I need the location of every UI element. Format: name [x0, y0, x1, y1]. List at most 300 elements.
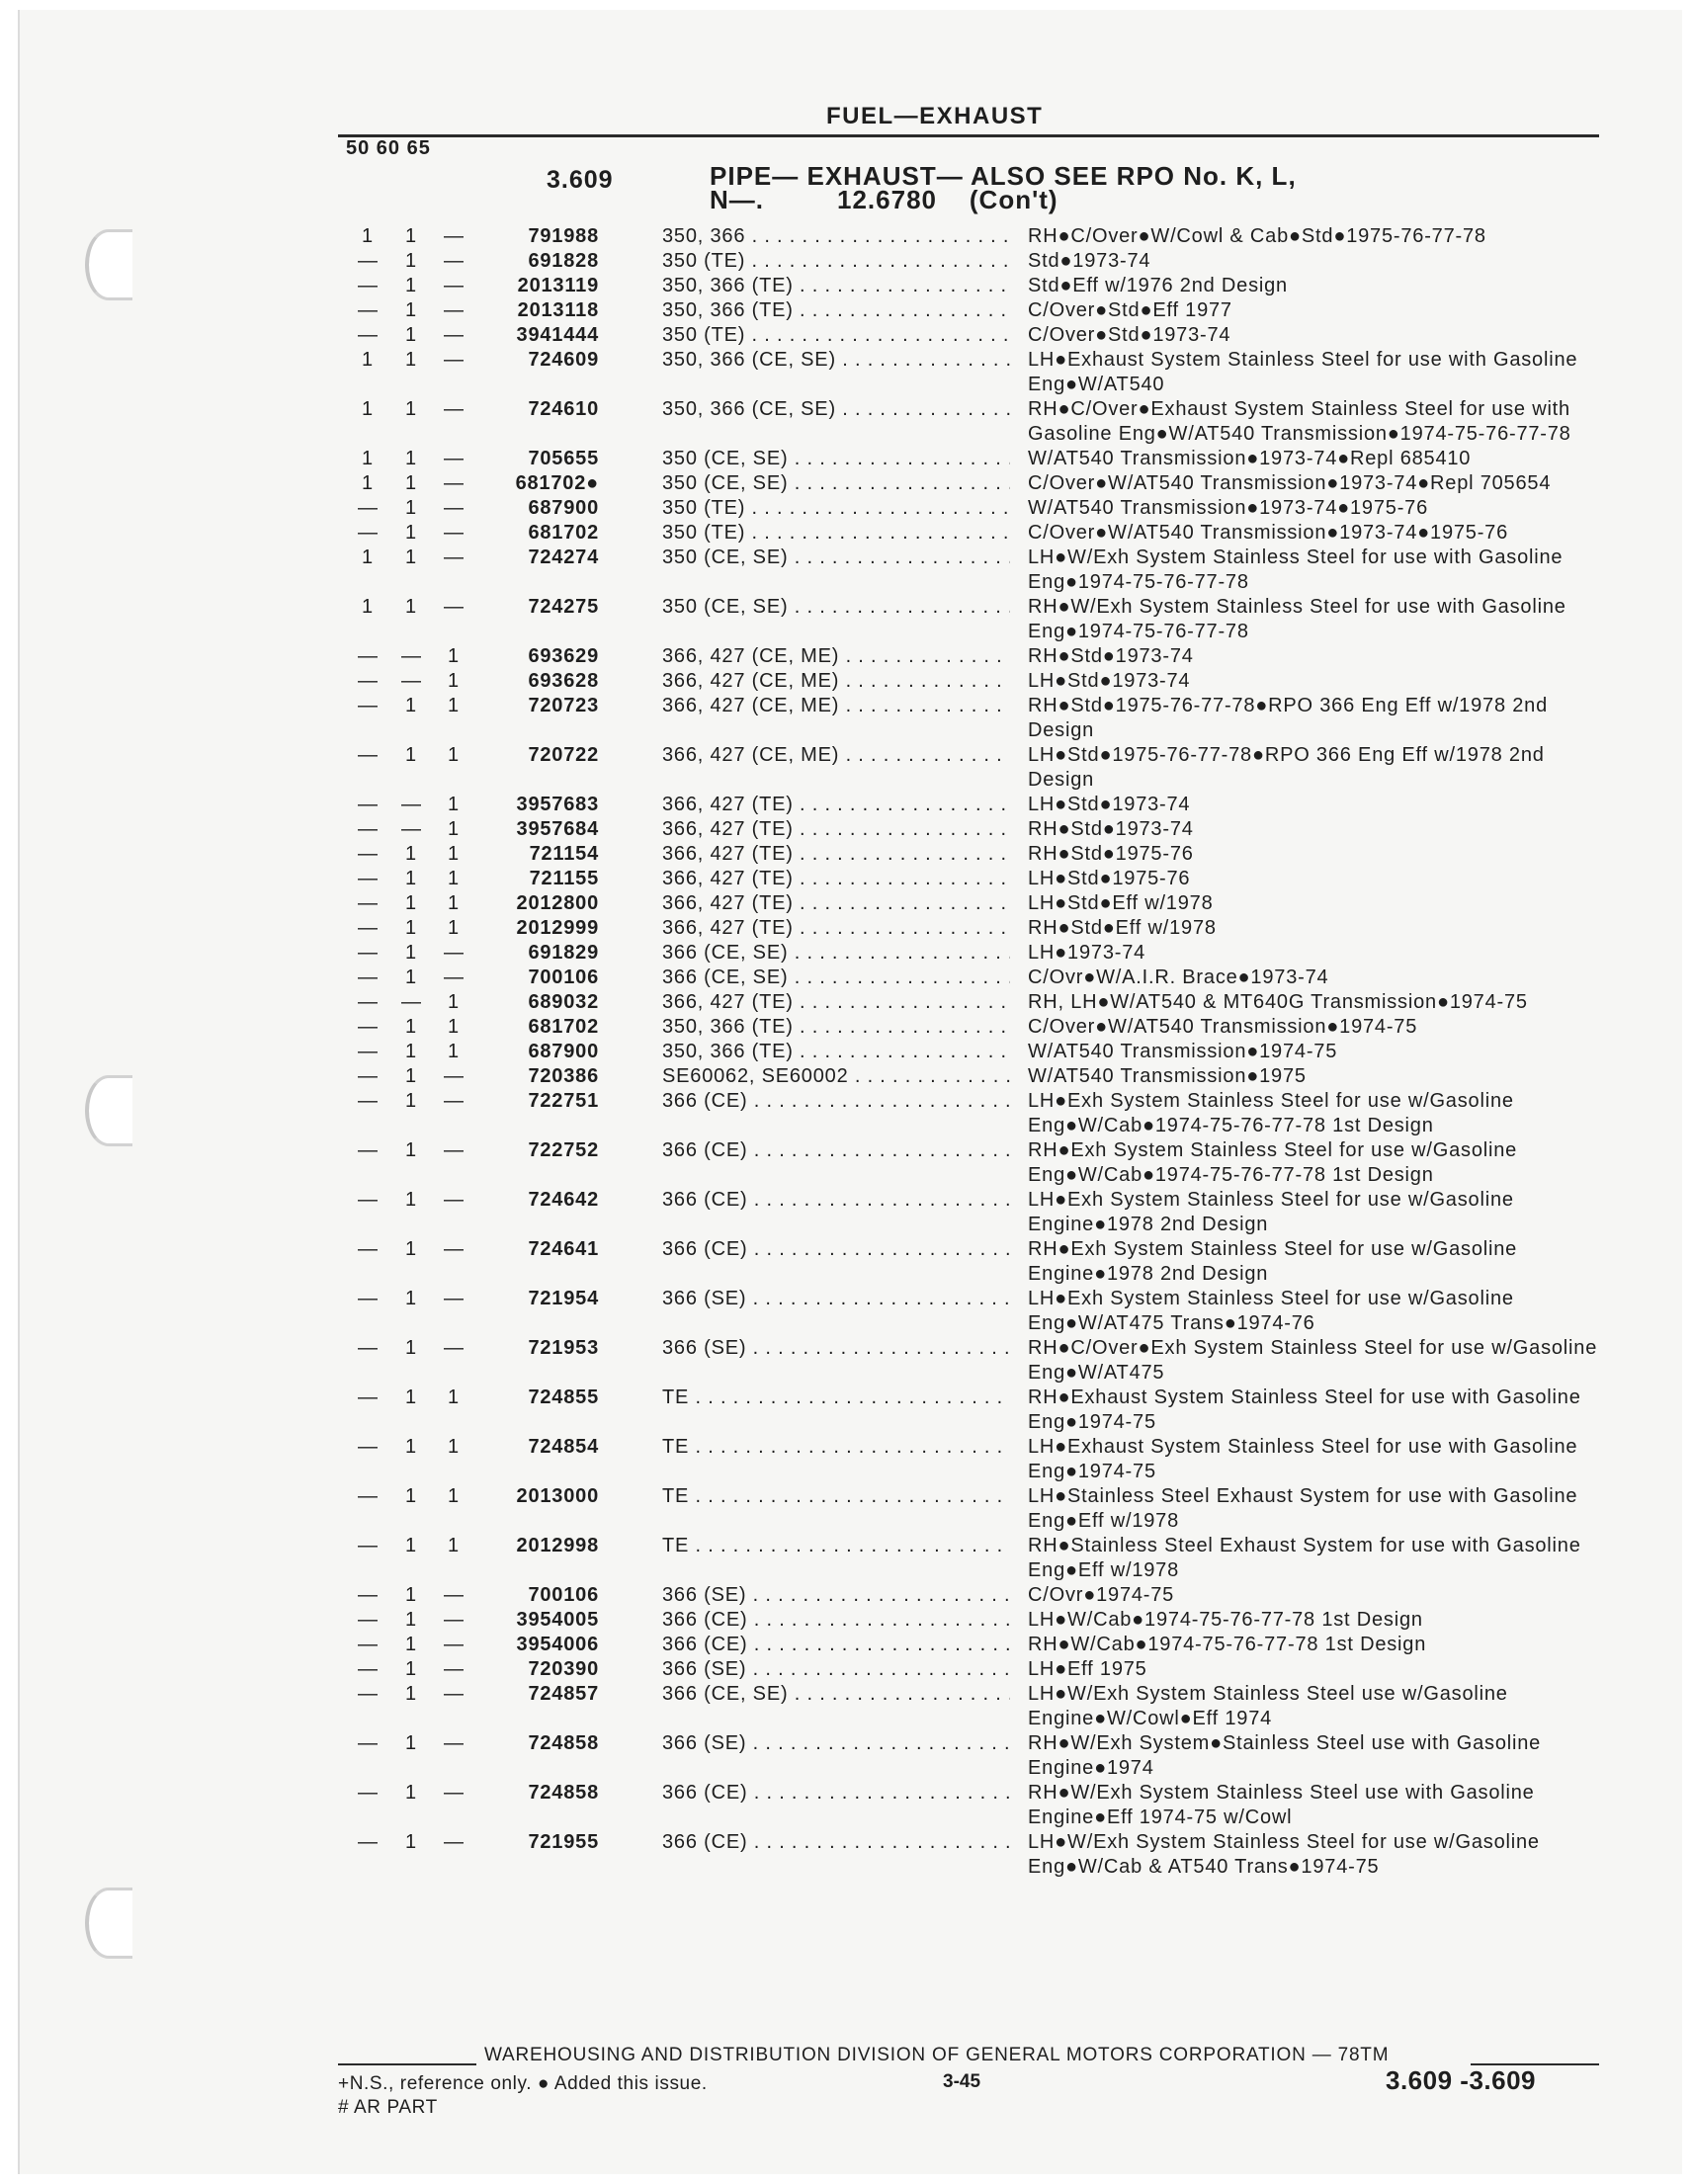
qty-65-cell: 1 [448, 744, 460, 766]
table-row [0, 521, 1692, 546]
part-number-cell: 687900 [528, 1041, 599, 1062]
qty-60-cell: 1 [405, 1090, 417, 1112]
table-row [0, 397, 1692, 447]
description-cell: C/Over●Std●1973-74 [1028, 324, 1231, 346]
description-cell: RH●Exh System Stainless Steel for use w/Gasoline Engine●1978 2nd Design [1028, 1238, 1518, 1285]
qty-50-cell: — [358, 1139, 379, 1161]
qty-60-cell: 1 [405, 1535, 417, 1556]
qty-50-cell: — [358, 695, 379, 716]
part-number-cell: 721955 [528, 1831, 599, 1853]
table-row [0, 1781, 1692, 1830]
qty-50-cell: — [358, 917, 379, 939]
qty-60-cell: 1 [405, 448, 417, 469]
qty-65-cell: — [444, 472, 465, 494]
qty-50-cell: — [358, 1732, 379, 1754]
description-cell: RH●W/Exh System●Stainless Steel use with Gasoline Engine●1974 [1028, 1732, 1542, 1779]
qty-65-cell: — [444, 596, 465, 618]
qty-65-cell: 1 [448, 868, 460, 889]
qty-60-cell: 1 [405, 349, 417, 371]
qty-50-cell: 1 [362, 472, 374, 494]
qty-50-cell: — [358, 818, 379, 840]
part-number-cell: 724854 [528, 1436, 599, 1458]
description-cell: RH, LH●W/AT540 & MT640G Transmission●1974-75 [1028, 991, 1528, 1013]
part-number-cell: 720723 [528, 695, 599, 716]
qty-60-cell: 1 [405, 324, 417, 346]
engine-cell: 366 (CE, SE) . . . [662, 1682, 1010, 1707]
part-number-cell: 2012800 [516, 892, 599, 914]
part-number-cell: 681702 [528, 1016, 599, 1038]
qty-50-cell: — [358, 991, 379, 1013]
description-cell: C/Over●W/AT540 Transmission●1973-74●Repl 705654 [1028, 472, 1552, 494]
qty-65-cell: — [444, 448, 465, 469]
qty-65-cell: — [444, 275, 465, 296]
part-number-cell: 691828 [528, 250, 599, 272]
qty-60-cell: 1 [405, 299, 417, 321]
description-cell: LH●Eff 1975 [1028, 1658, 1147, 1680]
qty-60-cell: 1 [405, 1016, 417, 1038]
engine-cell: 350, 366 (CE, SE) . . . [662, 348, 1010, 373]
qty-60-cell: 1 [405, 966, 417, 988]
qty-65-cell: — [444, 1189, 465, 1211]
model-column-headers: 50 60 65 [346, 137, 431, 159]
part-number-cell: 2012998 [516, 1535, 599, 1556]
engine-cell: 366 (SE) . . . [662, 1731, 1010, 1756]
table-row [0, 966, 1692, 990]
qty-65-cell: 1 [448, 1436, 460, 1458]
description-cell: LH●Exhaust System Stainless Steel for use with Gasoline Eng●1974-75 [1028, 1436, 1578, 1482]
qty-65-cell: — [444, 546, 465, 568]
part-number-cell: 700106 [528, 966, 599, 988]
qty-50-cell: — [358, 275, 379, 296]
qty-65-cell: 1 [448, 1016, 460, 1038]
part-number-cell: 681702● [515, 472, 599, 494]
description-cell: LH●Std●1973-74 [1028, 794, 1191, 815]
footer-division: WAREHOUSING AND DISTRIBUTION DIVISION OF GENERAL MOTORS CORPORATION — 78TM [484, 2045, 1390, 2065]
part-number-cell: 722751 [528, 1090, 599, 1112]
qty-50-cell: 1 [362, 349, 374, 371]
qty-65-cell: — [444, 1782, 465, 1804]
section-title-line2: N—. 12.6780 (Con't) [710, 185, 1058, 214]
qty-50-cell: — [358, 794, 379, 815]
qty-60-cell: 1 [405, 275, 417, 296]
description-cell: LH●Std●1975-76-77-78●RPO 366 Eng Eff w/1978 2nd Design [1028, 744, 1545, 791]
description-cell: LH●Std●1973-74 [1028, 670, 1191, 692]
engine-cell: 366 (SE) . . . [662, 1657, 1010, 1682]
description-cell: LH●W/Exh System Stainless Steel use w/Gasoline Engine●W/Cowl●Eff 1974 [1028, 1683, 1508, 1729]
description-cell: LH●Exh System Stainless Steel for use w/Gasoline Eng●W/Cab●1974-75-76-77-78 1st Design [1028, 1090, 1514, 1136]
qty-60-cell: 1 [405, 1238, 417, 1260]
engine-cell: SE60062, SE60002 . . . [662, 1064, 1010, 1089]
engine-cell: 350 (CE, SE) . . . [662, 546, 1010, 570]
qty-65-cell: — [444, 1288, 465, 1309]
qty-60-cell: 1 [405, 1831, 417, 1853]
engine-cell: 366 (CE, SE) . . . [662, 966, 1010, 990]
qty-60-cell: 1 [405, 917, 417, 939]
table-row [0, 669, 1692, 694]
table-row [0, 1633, 1692, 1657]
engine-cell: 350 (TE) . . . [662, 249, 1010, 274]
qty-50-cell: — [358, 744, 379, 766]
qty-65-cell: — [444, 942, 465, 964]
qty-50-cell: — [358, 1584, 379, 1606]
parts-list [0, 224, 1692, 1880]
part-number-cell: 722752 [528, 1139, 599, 1161]
qty-60-cell: 1 [405, 868, 417, 889]
engine-cell: 366, 427 (CE, ME) . . . [662, 669, 1010, 694]
qty-50-cell: — [358, 1831, 379, 1853]
table-row [0, 1435, 1692, 1484]
part-number-cell: 724858 [528, 1782, 599, 1804]
page-title: FUEL—EXHAUST [826, 103, 1044, 129]
description-cell: Std●1973-74 [1028, 250, 1151, 272]
table-row [0, 793, 1692, 817]
engine-cell: 366 (CE) . . . [662, 1781, 1010, 1806]
part-number-cell: 3957684 [516, 818, 599, 840]
table-row [0, 249, 1692, 274]
qty-50-cell: — [358, 1090, 379, 1112]
description-cell: RH●Std●1975-76-77-78●RPO 366 Eng Eff w/1978 2nd Design [1028, 695, 1548, 741]
table-row [0, 224, 1692, 249]
qty-65-cell: 1 [448, 991, 460, 1013]
engine-cell: 366, 427 (CE, ME) . . . [662, 644, 1010, 669]
qty-65-cell: 1 [448, 818, 460, 840]
qty-60-cell: — [401, 794, 422, 815]
part-number-cell: 3941444 [516, 324, 599, 346]
engine-cell: 366 (SE) . . . [662, 1287, 1010, 1311]
qty-65-cell: — [444, 1609, 465, 1631]
qty-50-cell: 1 [362, 448, 374, 469]
table-row [0, 496, 1692, 521]
section-number: 3.609 [547, 166, 614, 194]
qty-60-cell: 1 [405, 1634, 417, 1655]
qty-60-cell: 1 [405, 472, 417, 494]
engine-cell: 366, 427 (TE) . . . [662, 990, 1010, 1015]
qty-60-cell: 1 [405, 1782, 417, 1804]
engine-cell: 350 (CE, SE) . . . [662, 595, 1010, 620]
part-number-cell: 724642 [528, 1189, 599, 1211]
engine-cell: 366, 427 (TE) . . . [662, 842, 1010, 867]
qty-60-cell: 1 [405, 892, 417, 914]
engine-cell: 366, 427 (TE) . . . [662, 867, 1010, 891]
qty-65-cell: 1 [448, 1041, 460, 1062]
qty-60-cell: 1 [405, 398, 417, 420]
description-cell: C/Over●W/AT540 Transmission●1974-75 [1028, 1016, 1418, 1038]
qty-50-cell: — [358, 1485, 379, 1507]
part-number-cell: 3954006 [516, 1634, 599, 1655]
qty-65-cell: 1 [448, 794, 460, 815]
part-number-cell: 724609 [528, 349, 599, 371]
qty-60-cell: 1 [405, 695, 417, 716]
qty-65-cell: — [444, 398, 465, 420]
part-number-cell: 720722 [528, 744, 599, 766]
qty-60-cell: 1 [405, 1683, 417, 1705]
qty-60-cell: 1 [405, 596, 417, 618]
qty-65-cell: 1 [448, 892, 460, 914]
table-row [0, 990, 1692, 1015]
table-row [0, 1534, 1692, 1583]
engine-cell: 366 (CE) . . . [662, 1089, 1010, 1114]
part-number-cell: 687900 [528, 497, 599, 519]
part-number-cell: 720386 [528, 1065, 599, 1087]
part-number-cell: 724855 [528, 1386, 599, 1408]
qty-60-cell: 1 [405, 1658, 417, 1680]
qty-60-cell: 1 [405, 1337, 417, 1359]
qty-60-cell: 1 [405, 942, 417, 964]
qty-65-cell: — [444, 349, 465, 371]
qty-60-cell: 1 [405, 1288, 417, 1309]
part-number-cell: 2012999 [516, 917, 599, 939]
table-row [0, 644, 1692, 669]
header-rule [338, 134, 1599, 137]
description-cell: LH●Exhaust System Stainless Steel for use with Gasoline Eng●W/AT540 [1028, 349, 1578, 395]
qty-65-cell: 1 [448, 1386, 460, 1408]
description-cell: RH●Std●1973-74 [1028, 818, 1194, 840]
engine-cell: 366, 427 (TE) . . . [662, 916, 1010, 941]
description-cell: LH●1973-74 [1028, 942, 1146, 964]
description-cell: C/Over●W/AT540 Transmission●1973-74●1975-76 [1028, 522, 1509, 544]
qty-50-cell: — [358, 1658, 379, 1680]
table-row [0, 1138, 1692, 1188]
qty-65-cell: — [444, 1238, 465, 1260]
qty-50-cell: — [358, 1238, 379, 1260]
description-cell: C/Ovr●W/A.I.R. Brace●1973-74 [1028, 966, 1329, 988]
qty-50-cell: — [358, 1016, 379, 1038]
engine-cell: TE . . . [662, 1435, 1010, 1460]
qty-65-cell: — [444, 1634, 465, 1655]
footnote-reference: +N.S., reference only. ● Added this issue. [338, 2073, 708, 2094]
part-number-cell: 693629 [528, 645, 599, 667]
footnote-ar-part: # AR PART [338, 2097, 438, 2118]
qty-50-cell: — [358, 1782, 379, 1804]
part-number-cell: 3954005 [516, 1609, 599, 1631]
qty-60-cell: 1 [405, 843, 417, 865]
qty-65-cell: — [444, 250, 465, 272]
qty-50-cell: — [358, 1189, 379, 1211]
qty-50-cell: — [358, 1609, 379, 1631]
qty-65-cell: — [444, 1337, 465, 1359]
description-cell: LH●W/Cab●1974-75-76-77-78 1st Design [1028, 1609, 1423, 1631]
table-row [0, 1608, 1692, 1633]
qty-50-cell: — [358, 1634, 379, 1655]
engine-cell: 350 (CE, SE) . . . [662, 447, 1010, 471]
qty-65-cell: — [444, 1090, 465, 1112]
engine-cell: 366 (SE) . . . [662, 1583, 1010, 1608]
qty-50-cell: — [358, 522, 379, 544]
qty-50-cell: — [358, 497, 379, 519]
qty-60-cell: 1 [405, 1732, 417, 1754]
table-row [0, 1287, 1692, 1336]
table-row [0, 1583, 1692, 1608]
qty-60-cell: 1 [405, 250, 417, 272]
qty-65-cell: — [444, 1683, 465, 1705]
qty-60-cell: 1 [405, 1584, 417, 1606]
engine-cell: 366, 427 (TE) . . . [662, 817, 1010, 842]
qty-60-cell: 1 [405, 546, 417, 568]
qty-60-cell: 1 [405, 1189, 417, 1211]
qty-50-cell: — [358, 966, 379, 988]
qty-60-cell: 1 [405, 522, 417, 544]
part-number-cell: 691829 [528, 942, 599, 964]
qty-60-cell: 1 [405, 1386, 417, 1408]
qty-50-cell: — [358, 1436, 379, 1458]
engine-cell: 366 (SE) . . . [662, 1336, 1010, 1361]
engine-cell: 350 (TE) . . . [662, 323, 1010, 348]
part-number-cell: 721155 [529, 868, 599, 889]
table-row [0, 323, 1692, 348]
engine-cell: 366 (CE) . . . [662, 1188, 1010, 1213]
engine-cell: 366, 427 (TE) . . . [662, 891, 1010, 916]
table-row [0, 1015, 1692, 1040]
qty-65-cell: — [444, 497, 465, 519]
description-cell: RH●W/Exh System Stainless Steel for use with Gasoline Eng●1974-75-76-77-78 [1028, 596, 1566, 642]
qty-50-cell: 1 [362, 546, 374, 568]
qty-65-cell: — [444, 1658, 465, 1680]
qty-50-cell: — [358, 299, 379, 321]
engine-cell: 366 (CE) . . . [662, 1633, 1010, 1657]
qty-50-cell: — [358, 892, 379, 914]
engine-cell: 350, 366 (CE, SE) . . . [662, 397, 1010, 422]
qty-60-cell: — [401, 670, 422, 692]
engine-cell: 366 (CE) . . . [662, 1608, 1010, 1633]
description-cell: LH●Exh System Stainless Steel for use w/Gasoline Engine●1978 2nd Design [1028, 1189, 1514, 1235]
engine-cell: TE . . . [662, 1484, 1010, 1509]
qty-50-cell: 1 [362, 596, 374, 618]
part-number-cell: 724274 [528, 546, 599, 568]
table-row [0, 1657, 1692, 1682]
qty-60-cell: 1 [405, 1436, 417, 1458]
part-number-cell: 724858 [528, 1732, 599, 1754]
description-cell: LH●Std●1975-76 [1028, 868, 1191, 889]
footer-rule-left [338, 2063, 476, 2065]
part-number-cell: 721954 [528, 1288, 599, 1309]
description-cell: RH●Std●Eff w/1978 [1028, 917, 1217, 939]
description-cell: LH●Stainless Steel Exhaust System for use with Gasoline Eng●Eff w/1978 [1028, 1485, 1578, 1532]
table-row [0, 1089, 1692, 1138]
part-number-cell: 724857 [528, 1683, 599, 1705]
qty-60-cell: 1 [405, 1609, 417, 1631]
engine-cell: 350 (TE) . . . [662, 496, 1010, 521]
engine-cell: 350, 366 (TE) . . . [662, 1040, 1010, 1064]
qty-65-cell: 1 [448, 695, 460, 716]
qty-65-cell: 1 [448, 1535, 460, 1556]
table-row [0, 941, 1692, 966]
table-row [0, 1386, 1692, 1435]
engine-cell: 366 (CE) . . . [662, 1830, 1010, 1855]
description-cell: RH●C/Over●W/Cowl & Cab●Std●1975-76-77-78 [1028, 225, 1486, 247]
qty-50-cell: 1 [362, 225, 374, 247]
section-title [710, 161, 1297, 214]
table-row [0, 891, 1692, 916]
qty-50-cell: — [358, 1288, 379, 1309]
qty-60-cell: 1 [405, 497, 417, 519]
description-cell: RH●C/Over●Exhaust System Stainless Steel for use with Gasoline Eng●W/AT540 Transmission●1974-75-76-77-78 [1028, 398, 1571, 445]
table-row [0, 817, 1692, 842]
qty-60-cell: 1 [405, 744, 417, 766]
table-row [0, 1682, 1692, 1731]
qty-65-cell: 1 [448, 917, 460, 939]
table-row [0, 1237, 1692, 1287]
part-number-cell: 700106 [528, 1584, 599, 1606]
part-number-cell: 2013000 [516, 1485, 599, 1507]
table-row [0, 1064, 1692, 1089]
engine-cell: 350 (TE) . . . [662, 521, 1010, 546]
qty-50-cell: — [358, 868, 379, 889]
qty-50-cell: — [358, 843, 379, 865]
part-number-cell: 3957683 [516, 794, 599, 815]
engine-cell: 366 (CE) . . . [662, 1138, 1010, 1163]
table-row [0, 1731, 1692, 1781]
table-row [0, 1484, 1692, 1534]
table-row [0, 694, 1692, 743]
qty-60-cell: 1 [405, 1041, 417, 1062]
part-number-cell: 720390 [528, 1658, 599, 1680]
qty-50-cell: — [358, 324, 379, 346]
qty-60-cell: 1 [405, 225, 417, 247]
part-number-cell: 693628 [528, 670, 599, 692]
part-number-cell: 721154 [529, 843, 599, 865]
description-cell: RH●Std●1975-76 [1028, 843, 1194, 865]
qty-50-cell: — [358, 250, 379, 272]
part-number-cell: 2013119 [517, 275, 599, 296]
table-row [0, 867, 1692, 891]
qty-50-cell: — [358, 1386, 379, 1408]
description-cell: C/Over●Std●Eff 1977 [1028, 299, 1232, 321]
description-cell: LH●W/Exh System Stainless Steel for use with Gasoline Eng●1974-75-76-77-78 [1028, 546, 1564, 593]
part-number-cell: 689032 [528, 991, 599, 1013]
qty-65-cell: — [444, 225, 465, 247]
qty-65-cell: 1 [448, 645, 460, 667]
qty-60-cell: — [401, 645, 422, 667]
engine-cell: 350, 366 (TE) . . . [662, 274, 1010, 298]
table-row [0, 274, 1692, 298]
table-row [0, 1336, 1692, 1386]
table-row [0, 447, 1692, 471]
engine-cell: 366 (CE) . . . [662, 1237, 1010, 1262]
qty-65-cell: — [444, 966, 465, 988]
description-cell: W/AT540 Transmission●1974-75 [1028, 1041, 1338, 1062]
qty-50-cell: — [358, 645, 379, 667]
table-row [0, 743, 1692, 793]
table-row [0, 1830, 1692, 1880]
qty-50-cell: — [358, 1337, 379, 1359]
page-number: 3-45 [943, 2071, 981, 2092]
qty-50-cell: — [358, 942, 379, 964]
qty-65-cell: 1 [448, 843, 460, 865]
table-row [0, 1040, 1692, 1064]
description-cell: RH●W/Exh System Stainless Steel use with Gasoline Engine●Eff 1974-75 w/Cowl [1028, 1782, 1535, 1828]
qty-50-cell: — [358, 1041, 379, 1062]
description-cell: W/AT540 Transmission●1975 [1028, 1065, 1307, 1087]
part-number-cell: 724610 [528, 398, 599, 420]
engine-cell: TE . . . [662, 1386, 1010, 1410]
binder-hole-bottom [85, 1888, 132, 1959]
qty-65-cell: — [444, 522, 465, 544]
engine-cell: 350 (CE, SE) . . . [662, 471, 1010, 496]
part-number-cell: 681702 [528, 522, 599, 544]
qty-65-cell: — [444, 299, 465, 321]
qty-50-cell: — [358, 1065, 379, 1087]
table-row [0, 546, 1692, 595]
qty-65-cell: — [444, 1732, 465, 1754]
description-cell: LH●W/Exh System Stainless Steel for use w/Gasoline Eng●W/Cab & AT540 Trans●1974-75 [1028, 1831, 1540, 1878]
part-number-cell: 724641 [528, 1238, 599, 1260]
qty-65-cell: — [444, 1831, 465, 1853]
part-number-cell: 721953 [528, 1337, 599, 1359]
part-number-cell: 791988 [528, 225, 599, 247]
qty-60-cell: 1 [405, 1065, 417, 1087]
table-row [0, 842, 1692, 867]
part-number-cell: 705655 [528, 448, 599, 469]
